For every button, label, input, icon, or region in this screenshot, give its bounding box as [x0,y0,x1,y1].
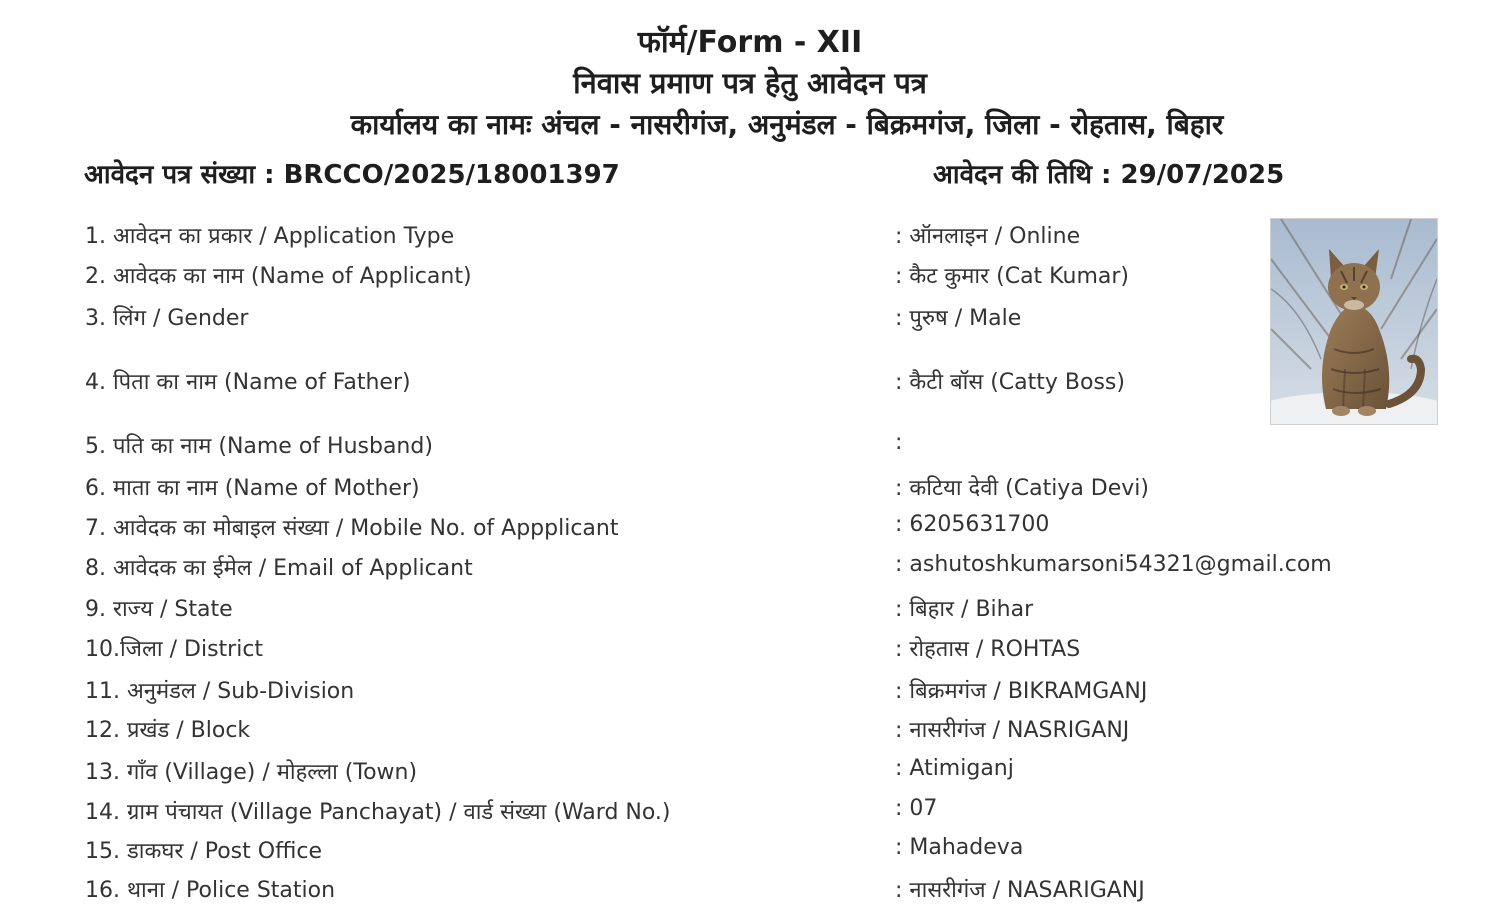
field-label: 1. आवेदन का प्रकार / Application Type [85,224,455,249]
field-row-district [0,633,1500,669]
field-label: 9. राज्य / State [85,597,233,622]
field-row-email [0,552,1500,588]
application-number: आवेदन पत्र संख्या : BRCCO/2025/18001397 [84,160,620,190]
field-label: 7. आवेदक का मोबाइल संख्या / Mobile No. of Appplicant [85,516,619,541]
application-date: आवेदन की तिथि : 29/07/2025 [933,160,1285,190]
cat-photo-icon [1271,219,1437,424]
field-row-village [0,756,1500,792]
field-label: 16. थाना / Police Station [85,878,336,903]
field-value: : नासरीगंज / NASRIGANJ [895,718,1130,743]
field-label: 14. ग्राम पंचायत (Village Panchayat) / वार्ड संख्या (Ward No.) [85,800,671,825]
field-value: : कैट कुमार (Cat Kumar) [895,264,1129,289]
field-value: : कटिया देवी (Catiya Devi) [895,476,1149,501]
field-value: : ऑनलाइन / Online [895,224,1081,249]
field-label: 3. लिंग / Gender [85,306,249,331]
applicant-photo [1270,218,1438,425]
office-name: कार्यालय का नामः अंचल - नासरीगंज, अनुमंडल - बिक्रमगंज, जिला - रोहतास, बिहार [350,108,1224,141]
field-value: : 07 [895,796,938,821]
field-label: 2. आवेदक का नाम (Name of Applicant) [85,264,472,289]
field-label: 5. पति का नाम (Name of Husband) [85,434,433,459]
field-value: : पुरुष / Male [895,306,1022,331]
field-value: : Mahadeva [895,835,1024,860]
field-value: : 6205631700 [895,512,1050,537]
field-label: 10.जिला / District [85,637,264,662]
field-value: : ashutoshkumarsoni54321@gmail.com [895,552,1332,577]
field-row-mobile [0,512,1500,548]
field-label: 12. प्रखंड / Block [85,718,251,743]
field-row-mother-name [0,472,1500,508]
field-value: : रोहतास / ROHTAS [895,637,1081,662]
field-row-block [0,714,1500,750]
field-row-police-station [0,874,1500,910]
field-value: : बिक्रमगंज / BIKRAMGANJ [895,679,1148,704]
field-label: 15. डाकघर / Post Office [85,839,322,864]
form-subtitle: निवास प्रमाण पत्र हेतु आवेदन पत्र [573,66,927,100]
field-row-panchayat [0,796,1500,832]
form-title: फॉर्म/Form - XII [637,25,863,60]
field-label: 11. अनुमंडल / Sub-Division [85,679,355,704]
field-label: 6. माता का नाम (Name of Mother) [85,476,420,501]
field-row-post-office [0,835,1500,871]
field-value: : कैटी बॉस (Catty Boss) [895,370,1125,395]
field-label: 8. आवेदक का ईमेल / Email of Applicant [85,556,473,581]
field-label: 13. गाँव (Village) / मोहल्ला (Town) [85,760,418,785]
field-value: : बिहार / Bihar [895,597,1034,622]
field-row-state [0,593,1500,629]
field-row-sub-division [0,675,1500,711]
field-row-husband-name [0,430,1500,466]
field-value: : नासरीगंज / NASARIGANJ [895,878,1145,903]
field-value: : [895,430,903,455]
field-label: 4. पिता का नाम (Name of Father) [85,370,411,395]
field-value: : Atimiganj [895,756,1014,781]
